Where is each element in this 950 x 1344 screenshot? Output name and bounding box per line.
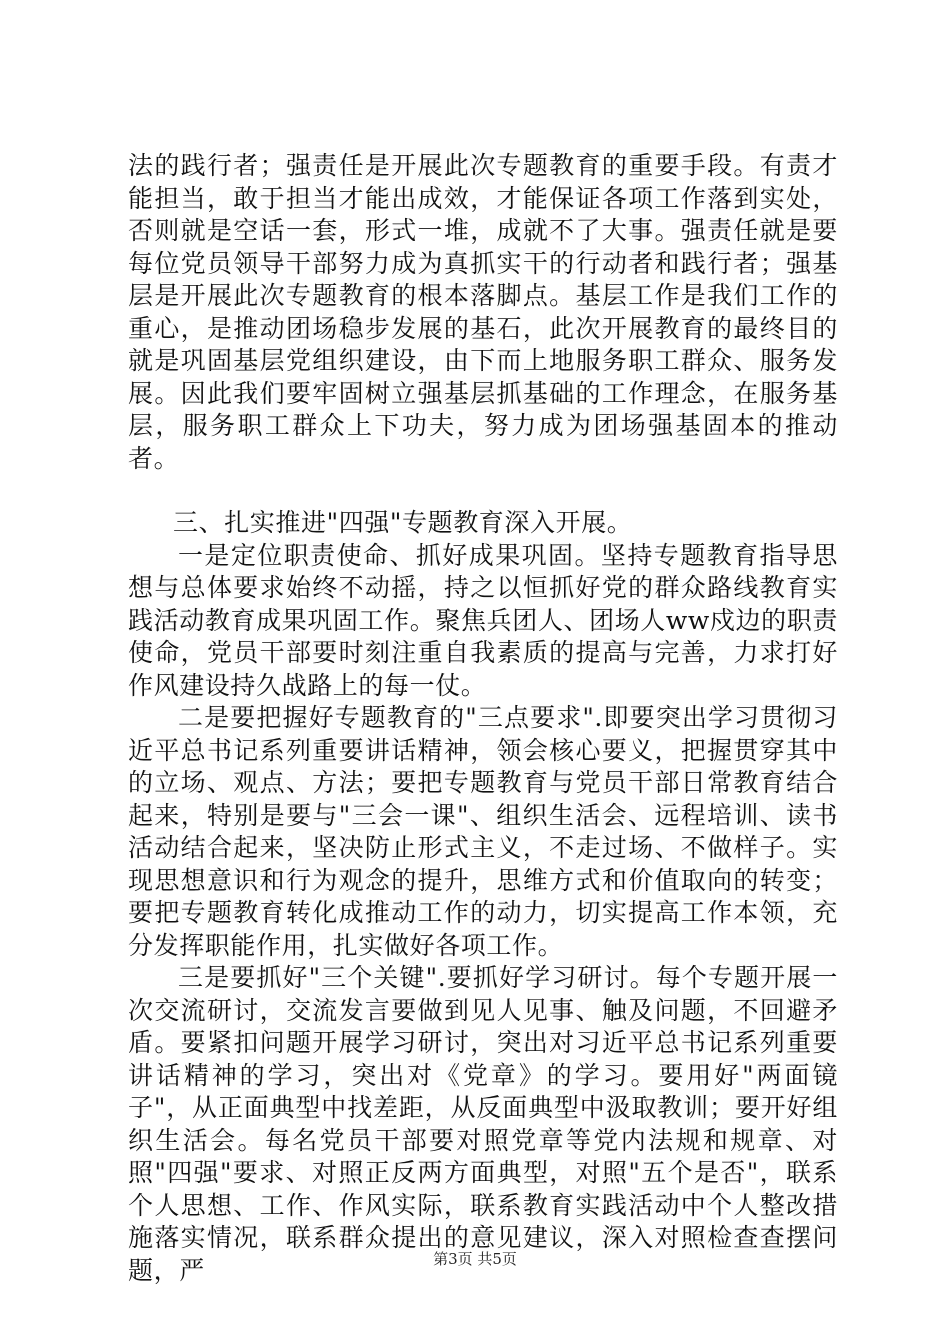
page-footer: 第3页 共5页	[433, 1250, 517, 1268]
document-body	[128, 150, 838, 1287]
body-paragraph-1: 法的践行者；强责任是开展此次专题教育的重要手段。有责才能担当，敢于担当才能出成效，才能保证各项工作落到实处，否则就是空话一套，形式一堆，成就不了大事。强责任就是要每位党员领导干部努力成为真抓实干的行动者和践行者；强基层是开展此次专题教育的根本落脚点。基层工作是我们工作的重心，是推动团场稳步发展的基石，此次开展教育的最终目的就是巩固基层党组织建设，由下而上地服务职工群众、服务发展。因此我们要牢固树立强基层抓基础的工作理念，在服务基层，服务职工群众上下功夫，努力成为团场强基固本的推动者。	[128, 151, 838, 473]
section-paragraph-1: 一是定位职责使命、抓好成果巩固。坚持专题教育指导思想与总体要求始终不动摇，持之以恒抓好党的群众路线教育实践活动教育成果巩固工作。聚焦兵团人、团场人ww戍边的职责使命，党员干部要时刻注重自我素质的提高与完善，力求打好作风建设持久战路上的每一仗。	[128, 540, 838, 700]
section-paragraph-2: 二是要把握好专题教育的"三点要求".即要突出学习贯彻习近平总书记系列重要讲话精神，领会核心要义，把握贯穿其中的立场、观点、方法；要把专题教育与党员干部日常教育结合起来，特别是要与"三会一课"、组织生活会、远程培训、读书活动结合起来，坚决防止形式主义，不走过场、不做样子。实现思想意识和行为观念的提升，思维方式和价值取向的转变；要把专题教育转化成推动工作的动力，切实提高工作本领，充分发挥职能作用，扎实做好各项工作。	[128, 703, 838, 960]
section-paragraph-3: 三是要抓好"三个关键".要抓好学习研讨。每个专题开展一次交流研讨，交流发言要做到见人见事、触及问题，不回避矛盾。要紧扣问题开展学习研讨，突出对习近平总书记系列重要讲话精神的学习，突出对《党章》的学习。要用好"两面镜子"，从正面典型中找差距，从反面典型中汲取教训；要开好组织生活会。每名党员干部要对照党章等党内法规和规章、对照"四强"要求、对照正反两方面典型，对照"五个是否"，联系个人思想、工作、作风实际，联系教育实践活动中个人整改措施落实情况，联系群众提出的意见建议，深入对照检查查摆问题，严	[128, 963, 838, 1285]
section-heading: 三、扎实推进"四强"专题教育深入开展。	[173, 508, 633, 537]
